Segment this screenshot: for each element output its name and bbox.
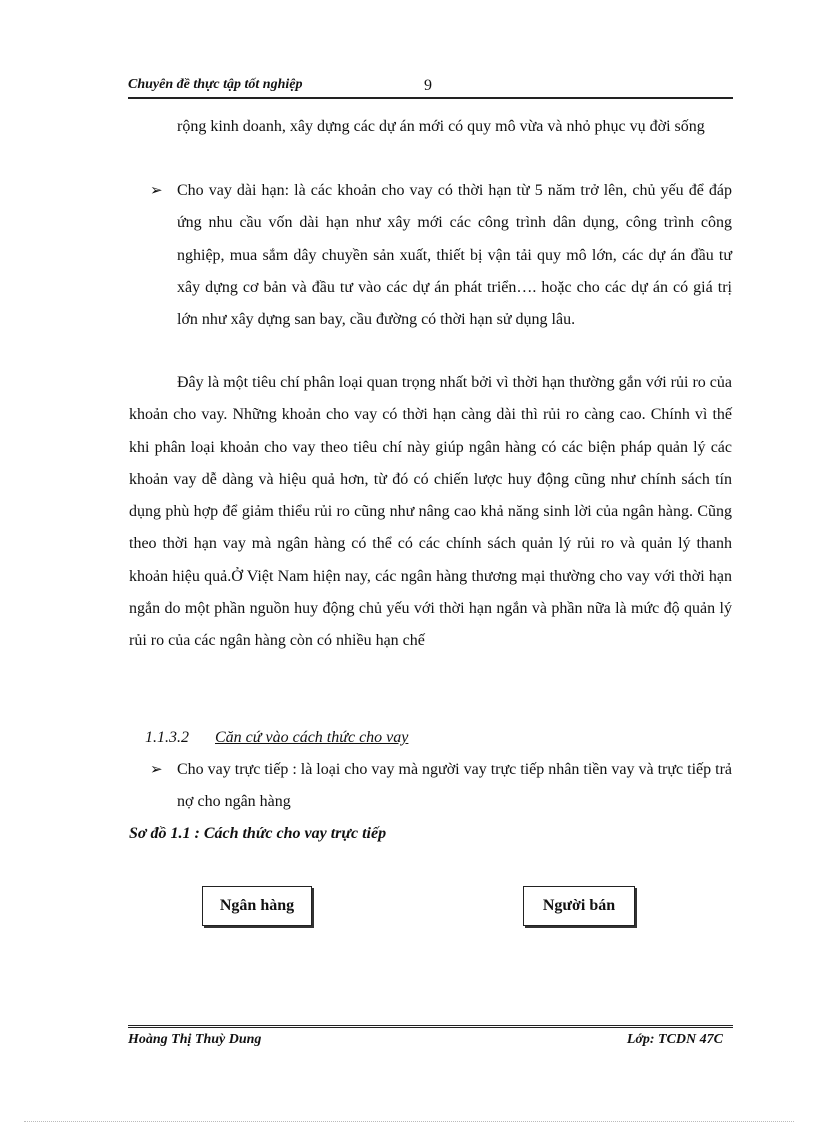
section-heading	[145, 722, 408, 754]
diagram-box-seller: Người bán	[523, 886, 635, 926]
section-number: 1.1.3.2	[145, 729, 189, 746]
body-paragraph: Đây là một tiêu chí phân loại quan trọng nhất bởi vì thời hạn thường gắn với rủi ro của khoản cho vay. Những khoản cho vay có thời hạn càng dài thì rủi ro càng cao. Chính vì thế khi phân loại khoản cho vay theo tiêu chí này giúp ngân hàng có các biện pháp quản lý các khoản vay dễ dàng và hiệu quả hơn, từ đó có chiến lược huy động cũng như chính sách tín dụng phù hợp để giảm thiểu rủi ro cũng như nâng cao khả năng sinh lời của ngân hàng. Cũng theo thời hạn vay mà ngân hàng có thể có các chính sách quản lý rủi ro và quản lý thanh khoản hiệu quả.Ở Việt Nam hiện nay, các ngân hàng thương mại thường cho vay với thời hạn ngắn do một phần nguồn huy động chủ yếu với thời hạn ngắn và phần nữa là mức độ quản lý rủi ro của các ngân hàng còn có nhiều hạn chế	[129, 374, 732, 650]
page-footer	[128, 1025, 733, 1058]
diagram-caption: Sơ đồ 1.1 : Cách thức cho vay trực tiếp	[129, 825, 387, 842]
bullet-arrow-icon: ➢	[150, 762, 163, 778]
page-border-divider	[24, 1121, 794, 1122]
bullet-direct-loan: Cho vay trực tiếp : là loại cho vay mà người vay trực tiếp nhân tiền vay và trực tiếp trả nợ cho ngân hàng	[177, 761, 732, 811]
diagram-box-bank: Ngân hàng	[202, 886, 312, 926]
page-header	[128, 77, 733, 99]
bullet-continuation: rộng kinh doanh, xây dựng các dự án mới có quy mô vừa và nhỏ phục vụ đời sống	[177, 118, 705, 135]
bullet-long-term-loan: Cho vay dài hạn: là các khoản cho vay có thời hạn từ 5 năm trở lên, chủ yếu để đáp ứng nhu cầu vốn dài hạn như xây mới các công trình dân dụng, công trình công nghiệp, mua sắm dây chuyền sản xuất, thiết bị vận tải quy mô lớn, các dự án đầu tư xây dựng cơ bản và đầu tư vào các dự án phát triển…. hoặc cho các dự án có giá trị lớn như xây dựng san bay, cầu đường có thời hạn sử dụng lâu.	[177, 182, 732, 329]
page-number: 9	[424, 77, 432, 94]
document-title: Chuyên đề thực tập tốt nghiệp	[128, 77, 303, 92]
footer-author: Hoàng Thị Thuỳ Dung	[128, 1032, 262, 1047]
bullet-arrow-icon: ➢	[150, 183, 163, 199]
section-title: Căn cứ vào cách thức cho vay	[215, 729, 409, 746]
footer-class: Lớp: TCDN 47C	[626, 1032, 723, 1047]
